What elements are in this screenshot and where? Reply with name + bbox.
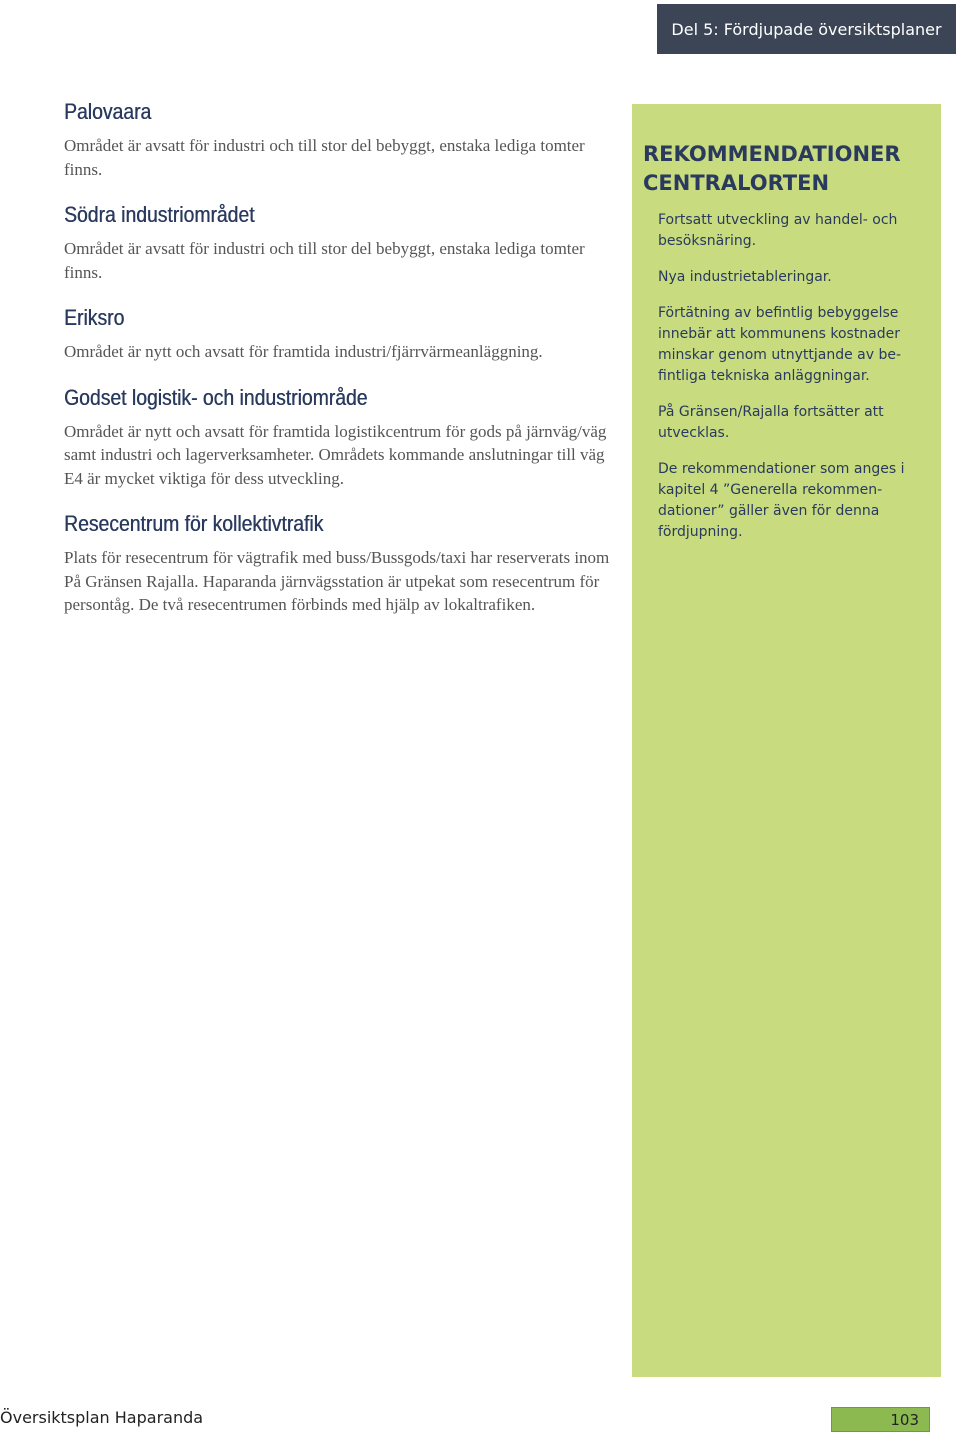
section-godset (64, 384, 619, 491)
section-eriksro (64, 304, 619, 364)
section-body: Området är avsatt för industri och till stor del bebyggt, enstaka lediga tomter finns. (64, 239, 585, 282)
recommendations-sidebar (632, 104, 941, 1377)
recommendation-item: Fortsatt utveckling av handel- och besöksnäring. (658, 212, 898, 249)
recommendation-item: Förtätning av befintlig bebyggelse innebär att kommunens kostnader minskar genom utnyttjande av befintliga tekniska anläggningar. (658, 305, 902, 384)
section-heading: Eriksro (64, 305, 125, 330)
chapter-tab (657, 4, 956, 54)
section-body: Plats för resecentrum för vägtrafik med buss/Bussgods/taxi har reserverats inom På Gränsen Rajalla. Haparanda järnvägsstation är utpekat som resecentrum för persontåg. De två resecentrumen förbinds med hjälp av lokaltrafiken. (64, 548, 610, 614)
chapter-tab-label: Del 5: Fördjupade översiktsplaner (671, 19, 942, 39)
section-heading: Godset logistik- och industriområde (64, 384, 368, 410)
main-content (64, 98, 619, 637)
footer-document-title: Översiktsplan Haparanda (0, 1408, 204, 1427)
section-palovaara (64, 98, 619, 181)
section-body: Området är nytt och avsatt för framtida logistikcentrum för gods på järnväg/väg samt industri och lagerverksamheter. Områdets kommande anslutningar till väg E4 är mycket viktiga för dess utveckling. (64, 421, 607, 488)
page-number: 103 (890, 1410, 919, 1429)
section-sodra-industriomradet (64, 201, 619, 284)
sidebar-title: REKOMMENDATIONER CENTRALORTEN (643, 142, 901, 195)
section-body: Området är avsatt för industri och till stor del bebyggt, enstaka lediga tomter finns. (64, 136, 585, 179)
section-heading: Södra industriområdet (64, 202, 255, 227)
section-body: Området är nytt och avsatt för framtida industri/fjärrvärmeanläggning. (64, 342, 543, 361)
page-number-box (831, 1407, 930, 1432)
recommendation-item: De rekommendationer som anges i kapitel 4 ”Generella rekommendationer” gäller även för denna fördjupning. (658, 461, 905, 540)
section-heading: Palovaara (64, 99, 152, 124)
recommendation-item: På Gränsen/Rajalla fortsätter att utvecklas. (658, 404, 884, 441)
section-resecentrum (64, 510, 619, 617)
recommendation-item: Nya industrietableringar. (658, 269, 832, 285)
section-heading: Resecentrum för kollektivtrafik (64, 511, 324, 536)
